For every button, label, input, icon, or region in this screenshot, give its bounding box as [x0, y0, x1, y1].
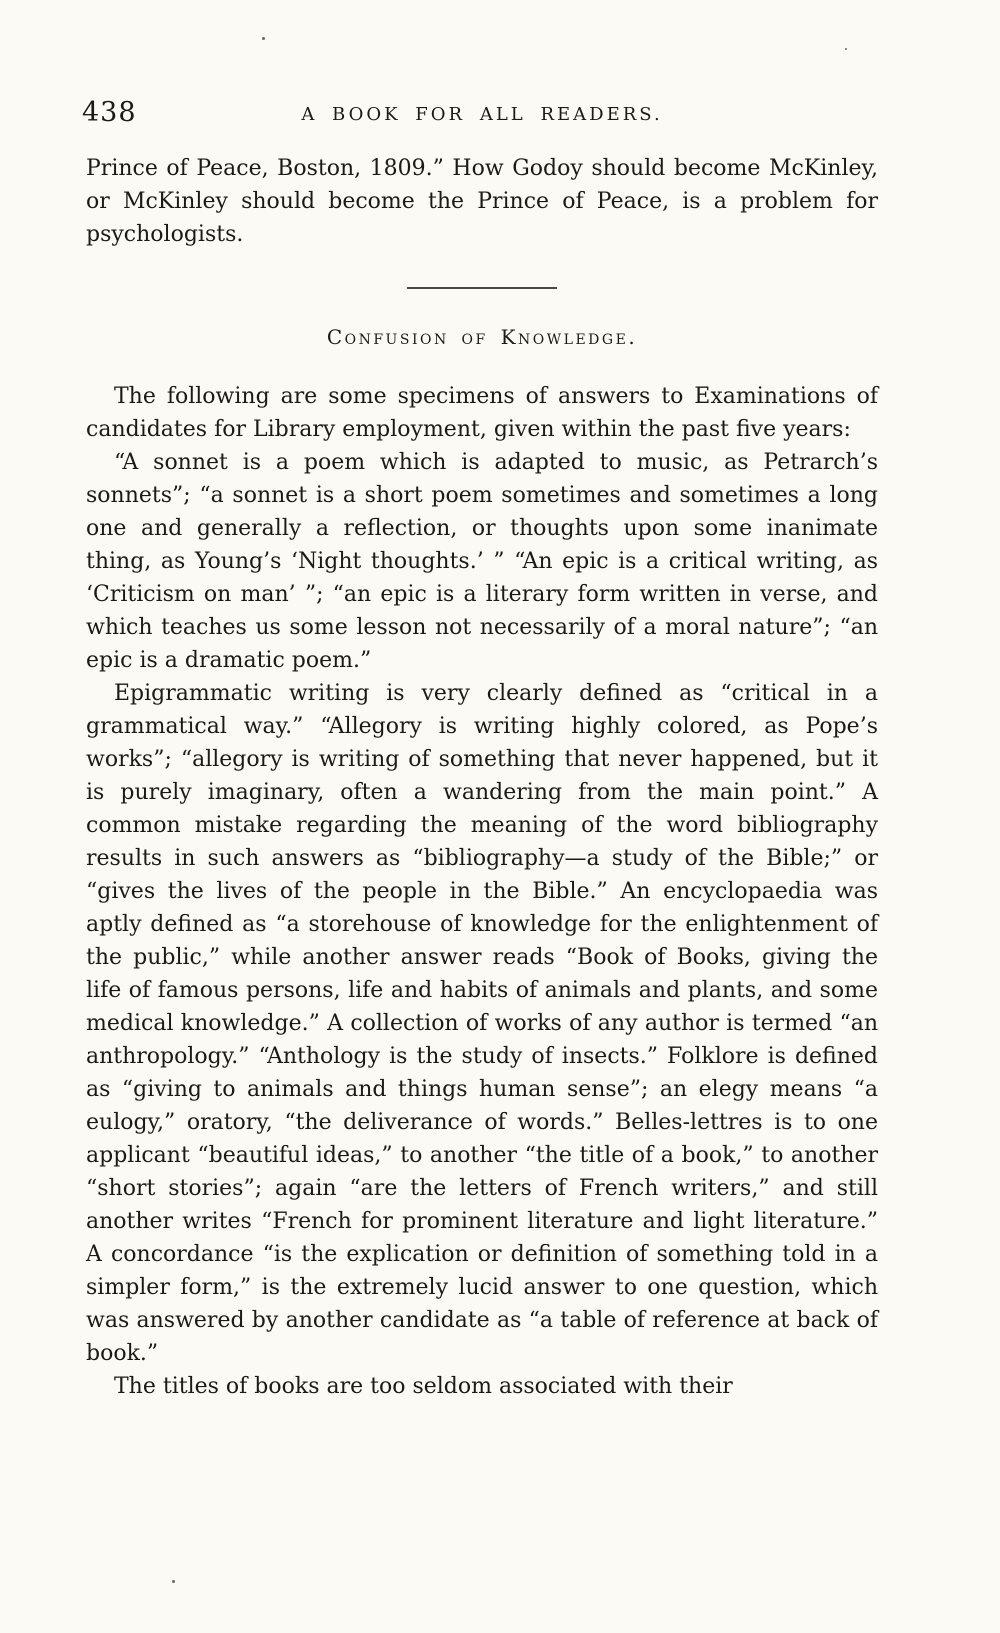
page-header [82, 90, 878, 128]
paragraph: Epigrammatic writing is very clearly defined as “critical in a grammatical way.” “Allegory is writing highly colored, as Pope’s works”; “allegory is writing of something that never happened, but it is purely imaginary, often a wandering from the main point.” A common mistake regarding the meaning of the word bibliography results in such answers as “bibliography—a study of the Bible;” or “gives the lives of the people in the Bible.” An encyclopaedia was aptly defined as “a storehouse of knowledge for the enlightenment of the public,” while another answer reads “Book of Books, giving the life of famous persons, life and habits of animals and plants, and some medical knowledge.” A collection of works of any author is termed “an anthropology.” “Anthology is the study of insects.” Folklore is defined as “giving to animals and things human sense”; an elegy means “a eulogy,” oratory, “the deliverance of words.” Belles-lettres is to one applicant “beautiful ideas,” to another “the title of a book,” to another “short stories”; again “are the letters of French writers,” and still another writes “French for prominent literature and light literature.” A concordance “is the explication or definition of something told in a simpler form,” is the extremely lucid answer to one question, which was answered by another candidate as “a table of reference at back of book.” [86, 681, 878, 1366]
scan-speck [845, 48, 847, 50]
section-divider [407, 287, 557, 289]
paragraph: “A sonnet is a poem which is adapted to music, as Petrarch’s sonnets”; “a sonnet is a short poem sometimes and sometimes a long one and generally a reflection, or thoughts upon some inanimate thing, as Young’s ‘Night thoughts.’ ” “An epic is a critical writing, as ‘Criticism on man’ ”; “an epic is a literary form written in verse, and which teaches us some lesson not necessarily of a moral nature”; “an epic is a dramatic poem.” [86, 450, 878, 673]
paragraph: The following are some specimens of answers to Examinations of candidates for Library employment, given within the past five years: [86, 384, 878, 442]
paragraph-continuation: Prince of Peace, Boston, 1809.” How Godoy should become McKinley, or McKinley should become the Prince of Peace, is a problem for psychologists. [86, 156, 878, 247]
scan-speck [262, 37, 265, 40]
page-body [86, 152, 878, 1403]
scan-speck [172, 1580, 175, 1583]
running-header: A BOOK FOR ALL READERS. [301, 104, 663, 125]
section-heading: Confusion of Knowledge. [326, 325, 638, 349]
page-number: 438 [82, 97, 137, 128]
paragraph: The titles of books are too seldom associated with their [114, 1374, 733, 1399]
